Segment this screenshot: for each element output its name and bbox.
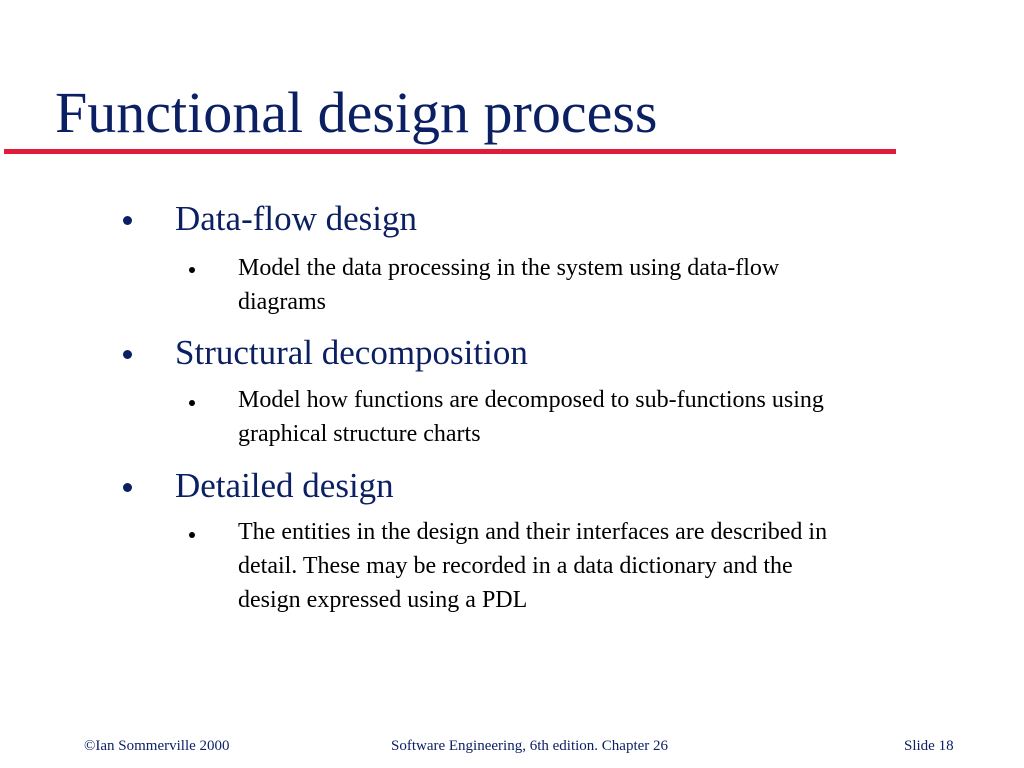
section-detail-line: design expressed using a PDL <box>238 587 528 613</box>
bullet-dot <box>123 350 132 359</box>
section-detail-line: Model the data processing in the system using data-flow <box>238 255 780 281</box>
section-detail-line: detail. These may be recorded in a data dictionary and the <box>238 553 793 579</box>
section-detail-line: The entities in the design and their interfaces are described in <box>238 519 828 545</box>
sub-bullet-dot <box>189 267 195 273</box>
sub-bullet-dot <box>189 400 195 406</box>
section-heading: Detailed design <box>175 466 394 505</box>
footer-slide-number: Slide 18 <box>904 738 954 754</box>
section-detail-line: Model how functions are decomposed to sub-functions using <box>238 387 824 413</box>
section-detail-line: graphical structure charts <box>238 421 481 447</box>
section-heading: Data-flow design <box>175 199 418 238</box>
bullet-dot <box>123 216 132 225</box>
footer-course: Software Engineering, 6th edition. Chapter 26 <box>391 738 669 754</box>
sub-bullet-dot <box>189 532 195 538</box>
section-heading: Structural decomposition <box>175 333 528 372</box>
section-detail-line: diagrams <box>238 289 326 315</box>
footer-copyright: ©Ian Sommerville 2000 <box>84 738 230 754</box>
slide-title: Functional design process <box>55 80 658 145</box>
bullet-dot <box>123 483 132 492</box>
